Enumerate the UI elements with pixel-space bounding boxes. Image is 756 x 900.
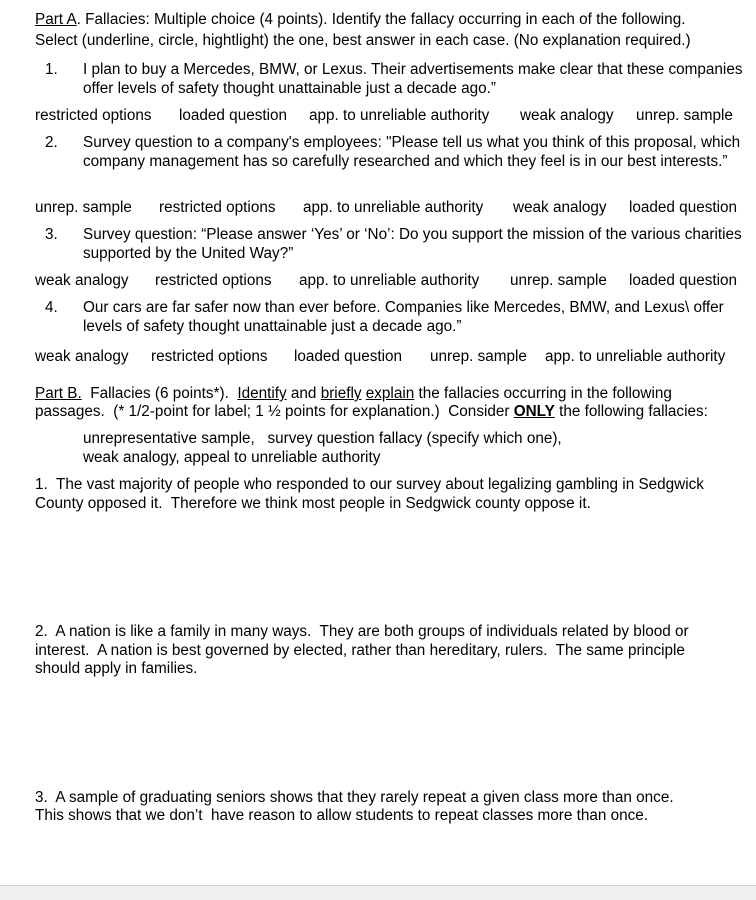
option[interactable]: restricted options bbox=[155, 272, 272, 289]
option[interactable]: app. to unreliable authority bbox=[309, 107, 490, 124]
part-a-header-line2: Select (underline, circle, hightlight) the one, best answer in each case. (No explanation required.) bbox=[35, 32, 691, 49]
only-word: ONLY bbox=[513, 403, 555, 420]
fallacy-list-line2: weak analogy, appeal to unreliable authority bbox=[83, 449, 381, 466]
option[interactable]: loaded question bbox=[629, 199, 738, 216]
part-a-header bbox=[35, 11, 685, 30]
question-4-number: 4. bbox=[45, 299, 58, 316]
option[interactable]: restricted options bbox=[35, 107, 152, 124]
question-4-text: Our cars are far safer now than ever before. Companies like Mercedes, BMW, and Lexus\ offer levels of safety thought unattainable just a decade ago.” bbox=[83, 299, 724, 335]
option[interactable]: unrep. sample bbox=[636, 107, 733, 124]
fallacy-list-line1: unrepresentative sample, survey question fallacy (specify which one), bbox=[83, 430, 562, 447]
passage-3-line2: This shows that we don’t have reason to allow students to repeat classes more than once. bbox=[35, 807, 649, 824]
part-b-header-line2-rest: the following fallacies: bbox=[554, 403, 708, 420]
option[interactable]: weak analogy bbox=[520, 107, 614, 124]
viewer-bottom-bar bbox=[0, 885, 756, 900]
option[interactable]: unrep. sample bbox=[35, 199, 132, 216]
part-b-label: Part B. bbox=[35, 385, 82, 402]
option[interactable]: unrep. sample bbox=[430, 348, 527, 365]
option[interactable]: restricted options bbox=[151, 348, 268, 365]
briefly-word: briefly bbox=[320, 385, 362, 402]
passage-1-line2: County opposed it. Therefore we think most people in Sedgwick county oppose it. bbox=[35, 495, 591, 512]
passage-3-line1: 3. A sample of graduating seniors shows that they rarely repeat a given class more than once. bbox=[35, 789, 674, 806]
option[interactable]: weak analogy bbox=[35, 272, 129, 289]
question-2-text: Survey question to a company's employees: "Please tell us what you think of this proposal, which company management has so carefully researched and which they feel is in our best interests.” bbox=[83, 134, 741, 170]
part-b-header bbox=[35, 385, 672, 404]
question-3-text: Survey question: “Please answer ‘Yes’ or ‘No’: Do you support the mission of the various charities supported by the United Way?” bbox=[83, 226, 742, 262]
option[interactable]: unrep. sample bbox=[510, 272, 607, 289]
part-b-header-text: Fallacies (6 points*). bbox=[81, 385, 238, 402]
option[interactable]: app. to unreliable authority bbox=[303, 199, 484, 216]
part-a-header-text: . Fallacies: Multiple choice (4 points). Identify the fallacy occurring in each of the following. bbox=[76, 11, 686, 28]
passage-2-line2: interest. A nation is best governed by elected, rather than hereditary, rulers. The same principle bbox=[35, 642, 685, 659]
and-word: and bbox=[286, 385, 321, 402]
part-a-label: Part A bbox=[35, 11, 77, 28]
passage-2-line3: should apply in families. bbox=[35, 660, 198, 677]
explain-word: explain bbox=[365, 385, 415, 402]
option[interactable]: weak analogy bbox=[35, 348, 129, 365]
question-1-text: I plan to buy a Mercedes, BMW, or Lexus. Their advertisements make clear that these companies offer levels of safety thought unattainable just a decade ago.” bbox=[83, 61, 743, 97]
part-b-header-line2 bbox=[35, 403, 708, 422]
option[interactable]: app. to unreliable authority bbox=[299, 272, 480, 289]
passage-2-line1: 2. A nation is like a family in many ways. They are both groups of individuals related by blood or bbox=[35, 623, 689, 640]
question-3-number: 3. bbox=[45, 226, 58, 243]
question-2-number: 2. bbox=[45, 134, 58, 151]
passage-1-line1: 1. The vast majority of people who responded to our survey about legalizing gambling in Sedgwick bbox=[35, 476, 704, 493]
option[interactable]: loaded question bbox=[629, 272, 738, 289]
question-1-number: 1. bbox=[45, 61, 58, 78]
option[interactable]: loaded question bbox=[294, 348, 403, 365]
option[interactable]: weak analogy bbox=[513, 199, 607, 216]
option[interactable]: restricted options bbox=[159, 199, 276, 216]
option[interactable]: loaded question bbox=[179, 107, 288, 124]
identify-word: Identify bbox=[237, 385, 287, 402]
option[interactable]: app. to unreliable authority bbox=[545, 348, 726, 365]
part-b-header-rest: the fallacies occurring in the following bbox=[414, 385, 672, 402]
part-b-header-line2-text: passages. (* 1/2-point for label; 1 ½ points for explanation.) Consider bbox=[35, 403, 514, 420]
